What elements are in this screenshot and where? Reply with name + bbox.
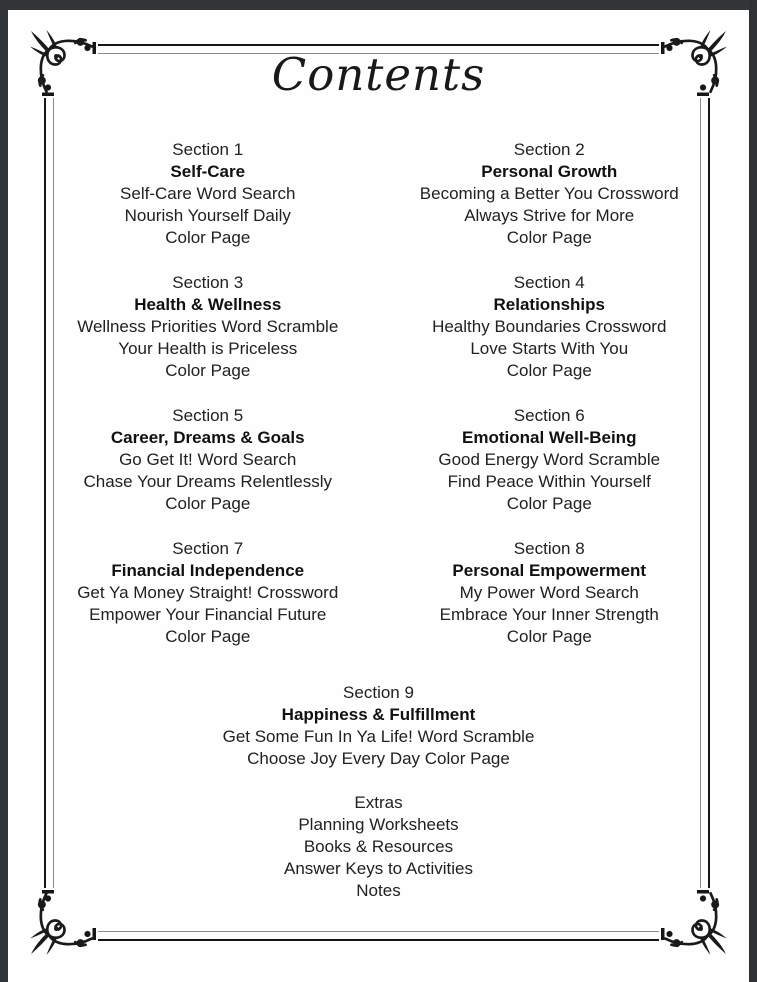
toc-item: Color Page: [165, 361, 251, 380]
frame-line-bottom: [98, 931, 659, 941]
toc-item: Get Some Fun In Ya Life! Word Scramble: [222, 727, 535, 746]
toc-section-4: [379, 272, 721, 382]
section-label: Section 9: [343, 683, 414, 702]
toc-item: Color Page: [506, 228, 592, 247]
toc-section-6: [379, 405, 721, 515]
toc-item: Empower Your Financial Future: [89, 605, 327, 624]
toc-grid: [37, 139, 720, 648]
toc-item: My Power Word Search: [459, 583, 639, 602]
viewer-edge-top: [0, 0, 757, 10]
toc-item: Planning Worksheets: [298, 815, 459, 834]
toc-item: Wellness Priorities Word Scramble: [77, 317, 339, 336]
toc-item: Choose Joy Every Day Color Page: [247, 749, 510, 768]
toc-section-8: [379, 538, 721, 648]
toc-section-3: [37, 272, 379, 382]
toc-item: Becoming a Better You Crossword: [419, 184, 679, 203]
viewer-edge-left: [0, 0, 8, 982]
toc-item: Color Page: [165, 494, 251, 513]
toc-item: Healthy Boundaries Crossword: [432, 317, 667, 336]
section-title: Personal Growth: [481, 162, 618, 181]
toc-item: Color Page: [165, 627, 251, 646]
toc-item: Good Energy Word Scramble: [438, 450, 661, 469]
toc-item: Color Page: [165, 228, 251, 247]
section-label: Section 3: [172, 273, 244, 292]
toc-item: Love Starts With You: [470, 339, 629, 358]
toc-section-9: [37, 682, 720, 770]
toc-item: Self-Care Word Search: [120, 184, 296, 203]
toc-item: Embrace Your Inner Strength: [439, 605, 659, 624]
toc-section-extras: [37, 792, 720, 902]
section-label: Section 8: [513, 539, 585, 558]
toc-section-1: [37, 139, 379, 249]
section-label: Section 1: [172, 140, 244, 159]
toc-item: Chase Your Dreams Relentlessly: [83, 472, 332, 491]
toc-item: Go Get It! Word Search: [119, 450, 297, 469]
toc-item: Always Strive for More: [464, 206, 635, 225]
section-label: Section 6: [513, 406, 585, 425]
section-title: Financial Independence: [111, 561, 305, 580]
section-title: Personal Empowerment: [452, 561, 647, 580]
toc-item: Find Peace Within Yourself: [447, 472, 651, 491]
toc-item: Get Ya Money Straight! Crossword: [77, 583, 339, 602]
toc-section-5: [37, 405, 379, 515]
section-title: Health & Wellness: [134, 295, 282, 314]
viewer-edge-right: [749, 0, 757, 982]
toc-item: Your Health is Priceless: [118, 339, 298, 358]
page-title: Contents: [271, 48, 486, 101]
section-title: Happiness & Fulfillment: [281, 705, 476, 724]
toc-item: Color Page: [506, 361, 592, 380]
toc-item: Books & Resources: [303, 837, 454, 856]
toc-item: Nourish Yourself Daily: [124, 206, 291, 225]
section-label: Section 4: [513, 273, 585, 292]
extras-label: Extras: [354, 793, 403, 812]
section-title: Emotional Well-Being: [462, 428, 637, 447]
toc-item: Answer Keys to Activities: [284, 859, 473, 878]
toc-item: Notes: [356, 881, 401, 900]
toc-item: Color Page: [506, 494, 592, 513]
section-title: Self-Care: [170, 162, 246, 181]
section-title: Relationships: [493, 295, 605, 314]
toc-item: Color Page: [506, 627, 592, 646]
section-title: Career, Dreams & Goals: [110, 428, 305, 447]
toc-section-7: [37, 538, 379, 648]
section-label: Section 2: [513, 140, 585, 159]
table-of-contents: [37, 139, 720, 902]
section-label: Section 7: [172, 539, 244, 558]
section-label: Section 5: [172, 406, 244, 425]
toc-section-2: [379, 139, 721, 249]
